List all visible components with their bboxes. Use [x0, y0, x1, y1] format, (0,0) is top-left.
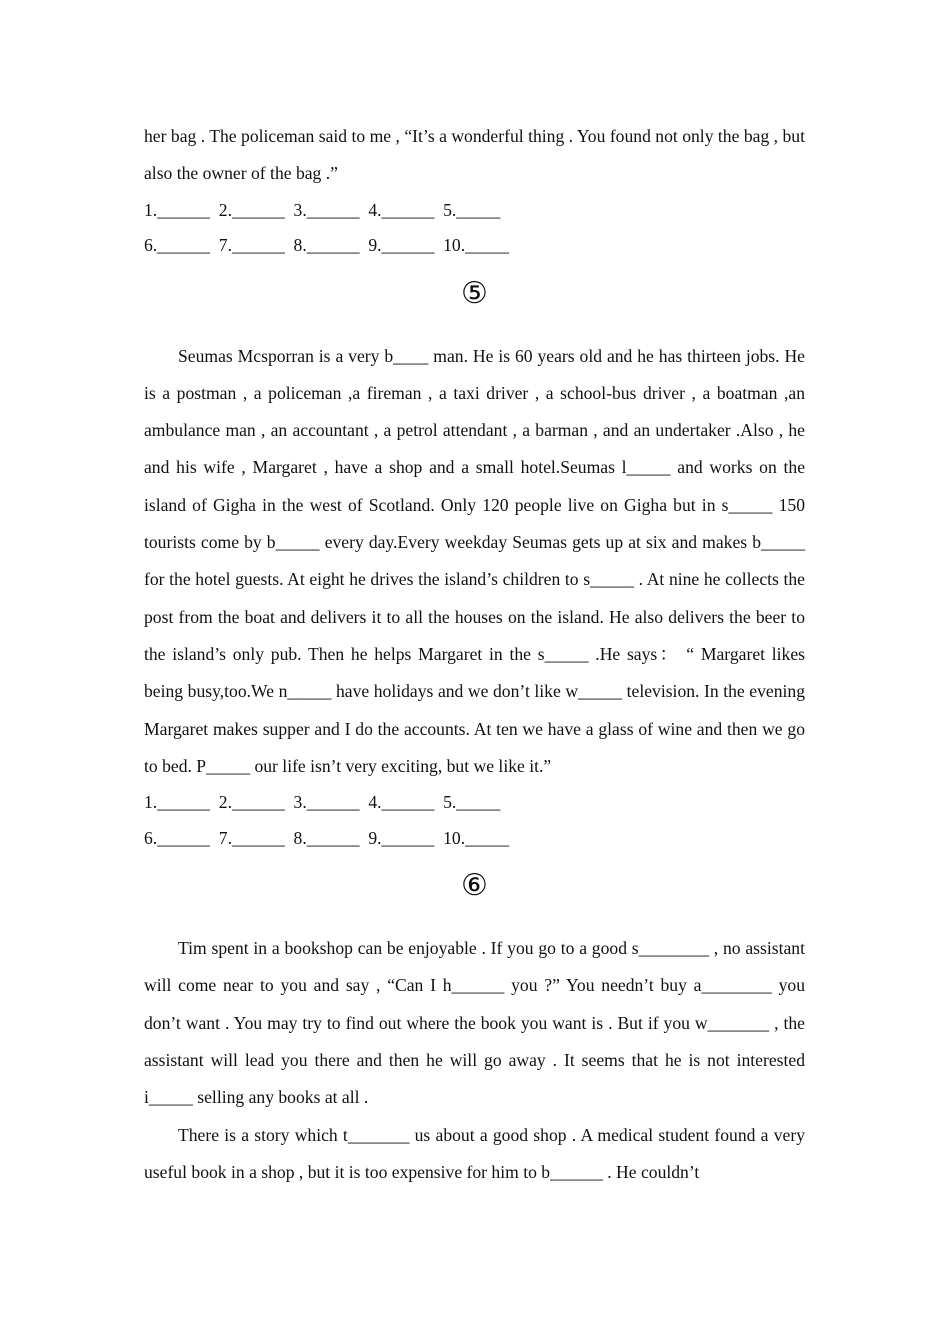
section4-answers-row2: 6.______ 7.______ 8.______ 9.______ 10._____ [144, 235, 510, 256]
section4-paragraph-tail: her bag . The policeman said to me , “It’s a wonderful thing . You found not only the bag , but also the owner of the bag .” [144, 126, 805, 184]
section6-paragraph2: There is a story which t_______ us about a good shop . A medical student found a very useful book in a shop , but it is too expensive for him to b______ . He couldn’t [144, 1124, 805, 1182]
document-content [144, 118, 805, 1191]
section5-number: ⑤ [461, 275, 488, 311]
section5-answers-row2: 6.______ 7.______ 8.______ 9.______ 10._____ [144, 827, 510, 848]
section6-paragraph1: Tim spent in a bookshop can be enjoyable . If you go to a good s________ , no assistant will come near to you and say , “Can I h______ you ?” You needn’t buy a________ you don’t want . You may try to find out where the book you want is . But if you w_______ , the assistant will lead you there and then he will go away . It seems that he is not interested i_____ selling any books at all . [144, 938, 805, 1108]
section6-number: ⑥ [461, 868, 488, 904]
section4-answers-row1: 1.______ 2.______ 3.______ 4.______ 5._____ [144, 199, 501, 220]
section5-answers-row1: 1.______ 2.______ 3.______ 4.______ 5._____ [144, 792, 501, 813]
section5-paragraph: Seumas Mcsporran is a very b____ man. He is 60 years old and he has thirteen jobs. He is a postman , a policeman ,a fireman , a taxi driver , a school-bus driver , a boatman ,an ambulance man , an accountant , a petrol attendant , a barman , and an undertaker .Also , he and his wife , Margaret , have a shop and a small hotel.Seumas l_____ and works on the island of Gigha in the west of Scotland. Only 120 people live on Gigha but in s_____ 150 tourists come by b_____ every day.Every weekday Seumas gets up at six and makes b_____ for the hotel guests. At eight he drives the island’s children to s_____ . At nine he collects the post from the boat and delivers it to all the houses on the island. He also delivers the beer to the island’s only pub. Then he helps Margaret in the s_____ .He says： “ Margaret likes being busy,too.We n_____ have holidays and we don’t like w_____ television. In the evening Margaret makes supper and I do the accounts. At ten we have a glass of wine and then we go to bed. P_____ our life isn’t very exciting, but we like it.” [144, 345, 805, 776]
